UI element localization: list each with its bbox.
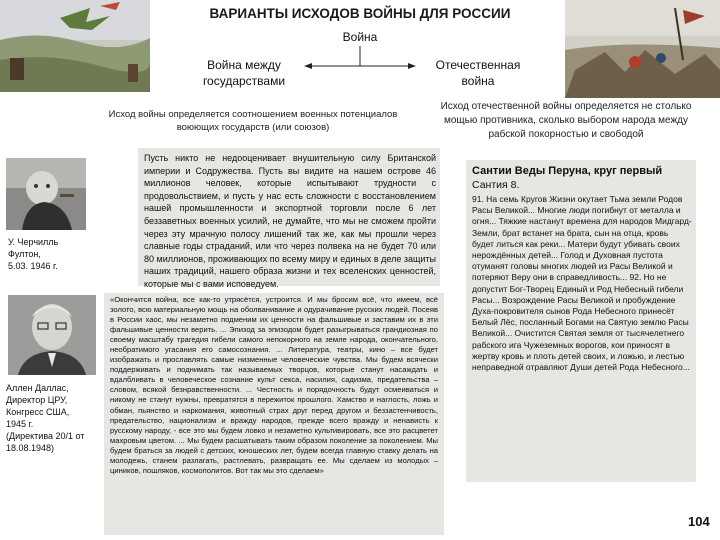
branch-interstate-war: Война между государствами <box>202 58 286 88</box>
interstate-war-note: Исход войны определяется соотношением военных потенциалов воюющих государств (или союзов) <box>108 109 398 133</box>
branch-connector <box>290 44 430 74</box>
dulles-photo <box>8 295 96 375</box>
branch-patriotic-war: Отечественная война <box>435 58 521 88</box>
slide-title: ВАРИАНТЫ ИСХОДОВ ВОЙНЫ ДЛЯ РОССИИ <box>209 6 511 21</box>
patriotic-war-note: Исход отечественной войны определяется не столько мощью противника, сколько выбором народа между рабской покорностью и свободой <box>440 101 692 140</box>
santii-vedas-box <box>466 160 696 482</box>
dulles-quote: «Окончится война, все как-то утрясётся, устроится. И мы бросим всё, что имеем, всё золото, всю материальную мощь на оболванивание и одурачивание русских людей. Посеяв в России хаос, мы незаметно подменим их ценности на фальшивые и заставим их в эти фальшивые ценности верить. ... Эпизод за эпизодом будет разыгрываться грандиозная по своему масштабу трагедия гибели самого непокорного на земле народа, окончательного, необратимого угасания его самосознания. ... Литература, театры, кино – все будет изображать и прославлять самые низменные человеческие чувства. Мы будем всячески поддерживать и поднимать так называемых творцов, которые станут насаждать и вдалбливать в человеческое сознание культ секса, насилия, садизма, предательства – словом, всякой безнравственности. ... Честность и порядочность будут осмеиваться и никому не станут нужны, превратятся в пережиток прошлого. Хамство и наглость, ложь и обман, пьянство и наркомания, животный страх друг перед другом и беззастенчивость, предательство, национализм и вражду народов, прежде всего вражду и ненависть к русскому народу, - все это мы будем ловко и незаметно культивировать, все это расцветет махровым цветом. ... Мы будем расшатывать таким образом поколение за поколением. Мы будем браться за людей с детских, юношеских лет, будем всегда главную ставку делать на молодежь, станем разлагать, растлевать, развращать ее. Мы сделаем из молодых – циников, пошляков, космополитов. Вот так мы это сделаем» <box>104 293 444 535</box>
dulles-caption: Аллен Даллас, Директор ЦРУ, Конгресс США, 1945 г. (Директива 20/1 от 18.08.1948) <box>6 383 85 453</box>
veda-title: Сантии Веды Перуна, круг первый <box>472 165 663 177</box>
churchill-quote: Пусть никто не недооценивает внушительную силу Британской империи и Содружества. Пусть вы видите на нашем острове 46 миллионов человек, которые испытывают трудности с продовольствием, и пусть у нас есть сложности с восстановлением нашей промышленности и экспортной торговли после 6 лет беззаветных военных усилий, не думайте, что мы не сможем пройти через эту мрачную полосу лишений так же, как мы прошли через славные годы страданий, или что через полвека на не будет 70 или 80 миллионов, проживающих по всему миру и единых в деле защиты наших традиций, нашего образа жизни и тех вселенских ценностей, которые мы с вами исповедуем. <box>138 148 440 286</box>
veda-text: 91. На семь Кругов Жизни окутает Тьма земли Родов Расы Великой... Многие люди погибнут от металла и огня... Тяжкие настанут времена для народов Мидгард-Земли, брат встанет на брата, сын на отца, кровь будет литься как реки... Матери будут убивать своих нерождённых детей... Голод и Духовная пустота отуманят головы многих людей из Расы Великой и потеряют Веру они в справедливость... 92. Но не допустит Бог-Творец Единый и Род Небесный гибели Расы... Возрождение Расы Великой и пробуждение Духа-покровителя сынов Рода Небесного принесёт Белый Лёс, посланный Богами на Святую землю Расы Великой... Очистится Святая земля от тысячелетнего рабского ига Чужеземных ворогов, кои приносят в жертву кровь и плоть детей своих, и ложью, и лестью неправедной отравляют Души детей Рода Небесного... <box>472 194 692 373</box>
churchill-photo <box>6 158 86 230</box>
page-number: 104 <box>688 514 710 529</box>
war-label: Война <box>342 30 378 44</box>
painting-top-right <box>565 0 720 98</box>
churchill-caption: У. Черчилль Фултон, 5.03. 1946 г. <box>8 237 59 271</box>
painting-top-left <box>0 0 150 92</box>
veda-subtitle: Сантия 8. <box>472 179 520 191</box>
